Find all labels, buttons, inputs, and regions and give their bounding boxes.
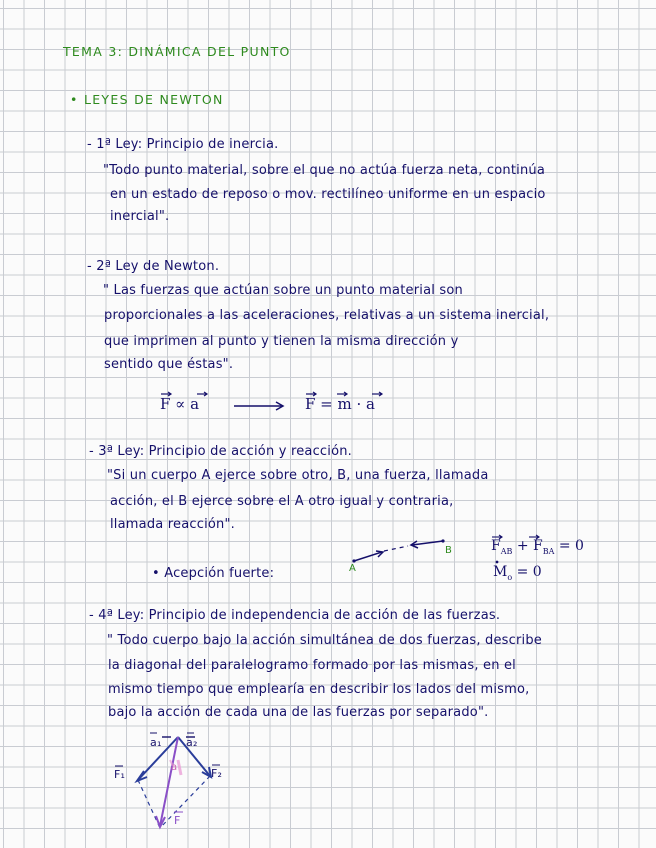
diagram-f1: F₁ [114,768,126,781]
page-title: TEMA 3: DINÁMICA DEL PUNTO [63,44,291,59]
diagram-resultant-f: F [174,814,181,827]
law3-line-2: acción, el B ejerce sobre el A otro igual y contraria, [110,494,454,509]
section-label: LEYES DE NEWTON [83,92,224,107]
law4-line-1: " Todo cuerpo bajo la acción simultánea de dos fuerzas, describe [107,633,542,648]
law1-line-3: inercial". [110,209,170,224]
force-ba-subscript: BA [542,546,555,556]
law1-line-2: en un estado de reposo o mov. rectilíneo uniforme en un espacio [110,187,546,202]
formula-proportional: F ∝ a [160,395,200,413]
force-ba: F [533,538,543,554]
point-a-label: A [349,563,357,574]
law4-line-2: la diagonal del paralelogramo formado por las mismas, en el [108,658,516,673]
law3-line-1: "Si un cuerpo A ejerce sobre otro, B, una fuerza, llamada [107,468,489,483]
law2-line-4: sentido que éstas". [104,357,234,372]
law2-line-2: proporcionales a las aceleraciones, relativas a un sistema inercial, [104,308,550,323]
diagram-a2: a₂ [186,736,198,749]
law2-line-3: que imprimen al punto y tienen la misma dirección y [104,334,459,349]
diagram-f2: F₂ [211,767,223,780]
forces-rhs: = 0 [558,538,584,554]
law4-heading: - 4ª Ley: Principio de independencia de acción de las fuerzas. [89,608,501,623]
law4-line-4: bajo la acción de cada una de las fuerzas por separado". [108,705,489,720]
section-bullet: • [70,92,79,107]
force-ab: F [491,538,501,554]
point-b-label: B [445,545,453,556]
plus-sign: + [516,538,529,554]
diagram-resultant-a: a [171,762,178,773]
moment-rhs: = 0 [516,564,542,580]
law2-line-1: " Las fuerzas que actúan sobre un punto material son [103,283,463,298]
law2-heading: - 2ª Ley de Newton. [87,259,220,274]
law4-line-3: mismo tiempo que emplearía en describir los lados del mismo, [108,682,530,697]
law3-heading: - 3ª Ley: Principio de acción y reacción. [89,444,353,459]
law1-line-1: "Todo punto material, sobre el que no actúa fuerza neta, continúa [103,163,545,178]
diagram-a1: a₁ [150,736,162,749]
strong-form-label: • Acepción fuerte: [152,566,275,581]
force-ab-subscript: AB [500,546,513,556]
formula-newton: F = m · a [305,395,375,413]
moment-subscript: o [507,572,513,582]
law3-line-3: llamada reacción". [110,517,236,532]
moment-symbol: M [493,564,508,580]
law1-heading: - 1ª Ley: Principio de inercia. [87,137,279,152]
